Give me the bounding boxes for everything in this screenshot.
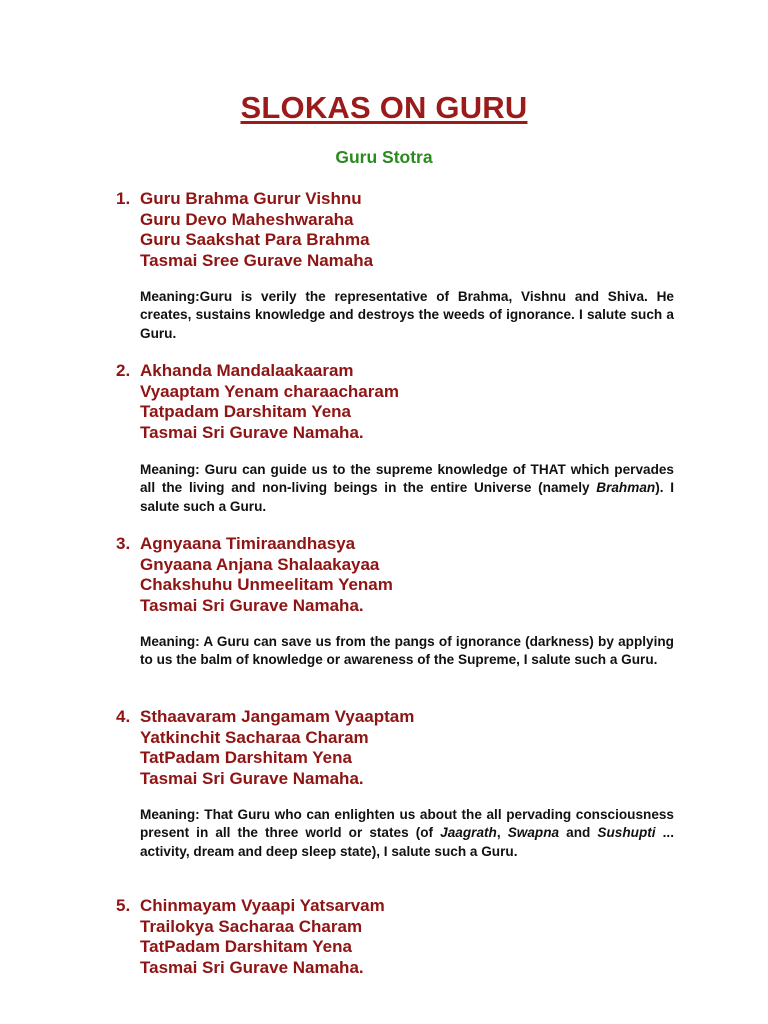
- sloka-line: TatPadam Darshitam Yena: [140, 937, 352, 956]
- sloka-verse: [140, 361, 399, 443]
- sloka-line: Tasmai Sri Gurave Namaha.: [140, 768, 364, 788]
- sloka-line: TatPadam Darshitam Yena: [140, 748, 352, 767]
- sloka-line: Agnyaana Timiraandhasya: [140, 534, 356, 553]
- sloka-line: Tasmai Sree Gurave Namaha: [140, 250, 374, 270]
- sloka-line: Yatkinchit Sacharaa Charam: [140, 727, 369, 747]
- sloka-line: Guru Devo Maheshwaraha: [140, 209, 354, 229]
- sloka-line: Tasmai Sri Gurave Namaha.: [140, 957, 364, 977]
- sloka-4-meaning: [140, 806, 674, 861]
- sloka-line: Trailokya Sacharaa Charam: [140, 916, 363, 936]
- sloka-line: Tasmai Sri Gurave Namaha.: [140, 422, 364, 442]
- sloka-verse: [140, 534, 393, 616]
- meaning-italic-term: Swapna: [507, 825, 560, 841]
- sloka-line: Chakshuhu Unmeelitam Yenam: [140, 575, 393, 594]
- sloka-1-meaning: Meaning:Guru is verily the representative of Brahma, Vishnu and Shiva. He creates, sustains knowledge and destroys the weeds of ignorance. I salute such a Guru.: [140, 289, 674, 341]
- page-subtitle: Guru Stotra: [335, 147, 433, 167]
- meaning-text: Meaning: That Guru who can enlighten us about the all pervading consciousness present in all the three world or states (of: [140, 807, 674, 841]
- sloka-verse: [140, 896, 385, 978]
- sloka-line: Guru Saakshat Para Brahma: [140, 230, 370, 249]
- meaning-text: ... activity, dream and deep sleep state), I salute such a Guru.: [140, 825, 674, 859]
- meaning-italic-term: Brahman: [596, 480, 656, 496]
- sloka-verse: [140, 707, 414, 789]
- page-title: SLOKAS ON GURU: [240, 90, 528, 125]
- sloka-line: Sthaavaram Jangamam Vyaaptam: [140, 707, 415, 726]
- sloka-line: Akhanda Mandalaakaaram: [140, 361, 354, 380]
- sloka-line: Vyaaptam Yenam charaacharam: [140, 381, 399, 401]
- sloka-line: Chinmayam Vyaapi Yatsarvam: [140, 896, 385, 915]
- sloka-3-meaning: Meaning: A Guru can save us from the pangs of ignorance (darkness) by applying to us the balm of knowledge or awareness of the Supreme, I salute such a Guru.: [140, 634, 674, 668]
- sloka-verse: [140, 189, 373, 271]
- sloka-line: Tasmai Sri Gurave Namaha.: [140, 595, 364, 615]
- sloka-line: Gnyaana Anjana Shalaakayaa: [140, 554, 380, 574]
- sloka-line: Tatpadam Darshitam Yena: [140, 402, 352, 421]
- meaning-text: ,: [496, 825, 508, 841]
- sloka-number: 3.: [116, 534, 131, 553]
- meaning-italic-term: Sushupti: [597, 825, 656, 841]
- sloka-number: 5.: [116, 896, 131, 915]
- meaning-text: Meaning: Guru can guide us to the supreme knowledge of THAT which pervades all the living and non-living beings in the entire Universe (namely: [140, 462, 674, 496]
- sloka-number: 1.: [116, 189, 131, 208]
- sloka-line: Guru Brahma Gurur Vishnu: [140, 189, 362, 208]
- sloka-number: 2.: [116, 361, 131, 380]
- meaning-text: ). I salute such a Guru.: [140, 480, 675, 514]
- meaning-text: and: [559, 825, 598, 841]
- sloka-2-meaning: [140, 461, 674, 516]
- meaning-italic-term: Jaagrath: [440, 825, 497, 841]
- sloka-number: 4.: [116, 707, 131, 726]
